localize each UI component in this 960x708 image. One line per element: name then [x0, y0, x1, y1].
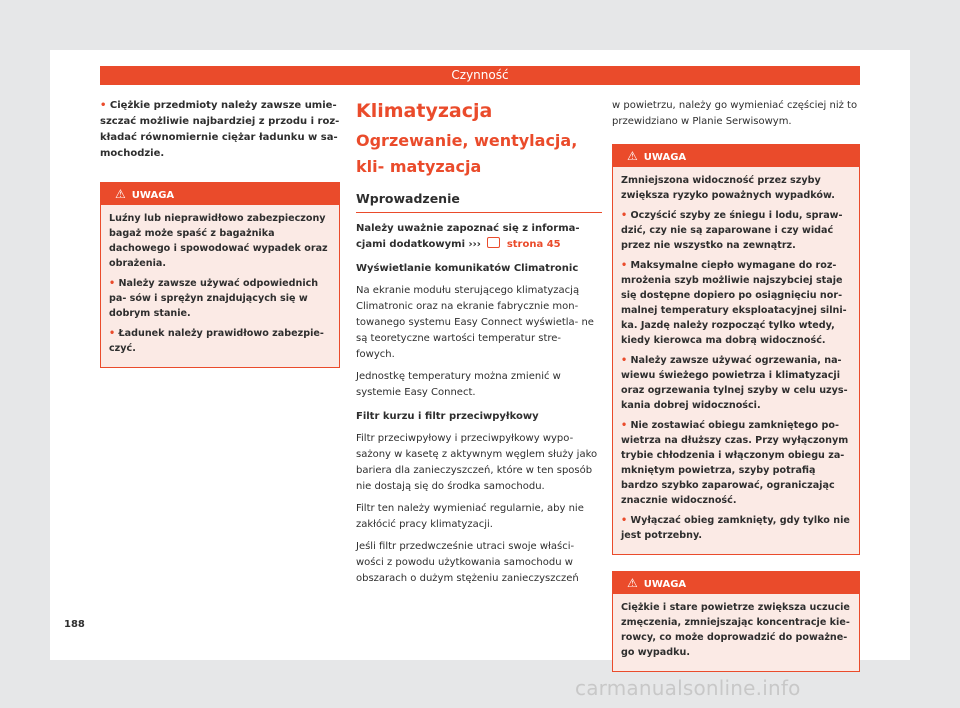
book-icon	[487, 237, 500, 248]
bullet-icon: •	[621, 355, 628, 366]
warning-header: ⚠ UWAGA	[613, 145, 859, 167]
column-right	[612, 98, 860, 672]
body-paragraph: Filtr ten należy wymieniać regularnie, aby nie zakłócić pracy klimatyzacji.	[356, 503, 584, 530]
body-paragraph: Jednostkę temperatury można zmienić w systemie Easy Connect.	[356, 371, 561, 398]
column-left	[100, 98, 340, 368]
bullet-icon: •	[621, 515, 628, 526]
note-paragraph: Należy uważnie zapoznać się z informa- cjami dodatkowymi ››› strona 45	[356, 223, 580, 250]
body-paragraph: w powietrzu, należy go wymieniać częściej niż to przewidziano w Planie Serwisowym.	[612, 100, 858, 127]
watermark: carmanualsonline.info	[575, 676, 801, 700]
warning-body	[613, 167, 859, 554]
warning-header: ⚠ UWAGA	[613, 572, 859, 594]
body-paragraph: Na ekranie modułu sterującego klimatyzacją Climatronic oraz na ekranie fabrycznie mon- towanego systemu Easy Connect wyświetla- ne są teoretyczne wartości temperatur stre- fowych.	[356, 285, 594, 360]
warning-box	[612, 571, 860, 672]
warning-body	[101, 205, 339, 367]
bullet-icon: •	[621, 260, 628, 271]
warning-intro: Luźny lub nieprawidłowo zabezpieczony bagaż może spaść z bagażnika dachowego i spowodować wypadek oraz obrażenia.	[109, 213, 328, 269]
warning-bullet: • Należy zawsze używać ogrzewania, na- wiewu świeżego powietrza i klimatyzacji oraz ogrzewania tylnej szyby w celu uzys- kania dobrej widoczności.	[621, 355, 848, 411]
warning-bullet: • Oczyścić szyby ze śniegu i lodu, spraw- dzić, czy nie są zaparowane i czy widać przez nie wszystko na zewnątrz.	[621, 210, 843, 251]
warning-bullet: • Należy zawsze używać odpowiednich pa- sów i sprężyn znajdujących się w dobrym stanie.	[109, 278, 319, 319]
warning-box	[612, 144, 860, 555]
warning-bullet: • Wyłączać obieg zamknięty, gdy tylko nie jest potrzebny.	[621, 515, 850, 541]
warning-intro: Zmniejszona widoczność przez szyby zwiększa ryzyko poważnych wypadków.	[621, 175, 835, 201]
warning-intro: Ciężkie i stare powietrze zwiększa uczucie zmęczenia, zmniejszając koncentracje kie- rowcy, co może doprowadzić do poważne- go wypadku.	[621, 602, 850, 658]
chapter-header: Czynność	[100, 66, 860, 85]
warning-bullet: • Maksymalne ciepło wymagane do roz- mrożenia szyb możliwie najszybciej staje się dostępne dopiero po osiągnięciu nor- malnej temperatury eksploatacyjnej silni- ka. Jazdę należy rozpocząć tylko wtedy, kiedy kierowca ma dobrą widoczność.	[621, 260, 847, 346]
bullet-icon: •	[109, 328, 116, 339]
bullet-icon: •	[621, 210, 628, 221]
page-title: Klimatyzacja	[356, 100, 493, 122]
body-paragraph: Filtr przeciwpyłowy i przeciwpyłkowy wypo- sażony w kasetę z aktywnym węglem służy jako bariera dla zanieczyszczeń, które w ten sposób nie dostają się do środka samochodu.	[356, 433, 598, 492]
body-paragraph: Jeśli filtr przedwcześnie utraci swoje właści- wości z powodu użytkowania samochodu w obszarach o dużym stężeniu zanieczyszczeń	[356, 541, 579, 584]
warning-header: ⚠ UWAGA	[101, 183, 339, 205]
subsection-heading: Wprowadzenie	[356, 184, 602, 213]
bullet-icon: •	[621, 420, 628, 431]
warning-box	[100, 182, 340, 368]
section-heading: Wyświetlanie komunikatów Climatronic	[356, 263, 579, 274]
warning-body	[613, 594, 859, 671]
warning-triangle-icon: ⚠	[627, 576, 638, 590]
warning-bullet: • Nie zostawiać obiegu zamkniętego po- wietrza na dłuższy czas. Przy wyłączonym trybie chłodzenia i włączonym obiegu za- mkniętym powietrza, szyby potrafią bardzo szybko zaparować, ograniczając znacznie widoczność.	[621, 420, 849, 506]
bullet-icon: •	[100, 100, 107, 111]
bullet-paragraph: • Ciężkie przedmioty należy zawsze umie- szczać możliwie najbardziej z przodu i roz- kładać równomiernie ciężar ładunku w sa- mochodzie.	[100, 100, 340, 159]
column-middle	[356, 98, 602, 593]
bullet-icon: •	[109, 278, 116, 289]
section-heading: Filtr kurzu i filtr przeciwpyłkowy	[356, 411, 539, 422]
page-reference-link[interactable]: strona 45	[506, 239, 561, 250]
warning-triangle-icon: ⚠	[115, 187, 126, 201]
warning-triangle-icon: ⚠	[627, 149, 638, 163]
warning-bullet: • Ładunek należy prawidłowo zabezpie- czyć.	[109, 328, 324, 354]
page-number: 188	[64, 619, 85, 630]
section-title: Ogrzewanie, wentylacja, kli- matyzacja	[356, 131, 578, 176]
